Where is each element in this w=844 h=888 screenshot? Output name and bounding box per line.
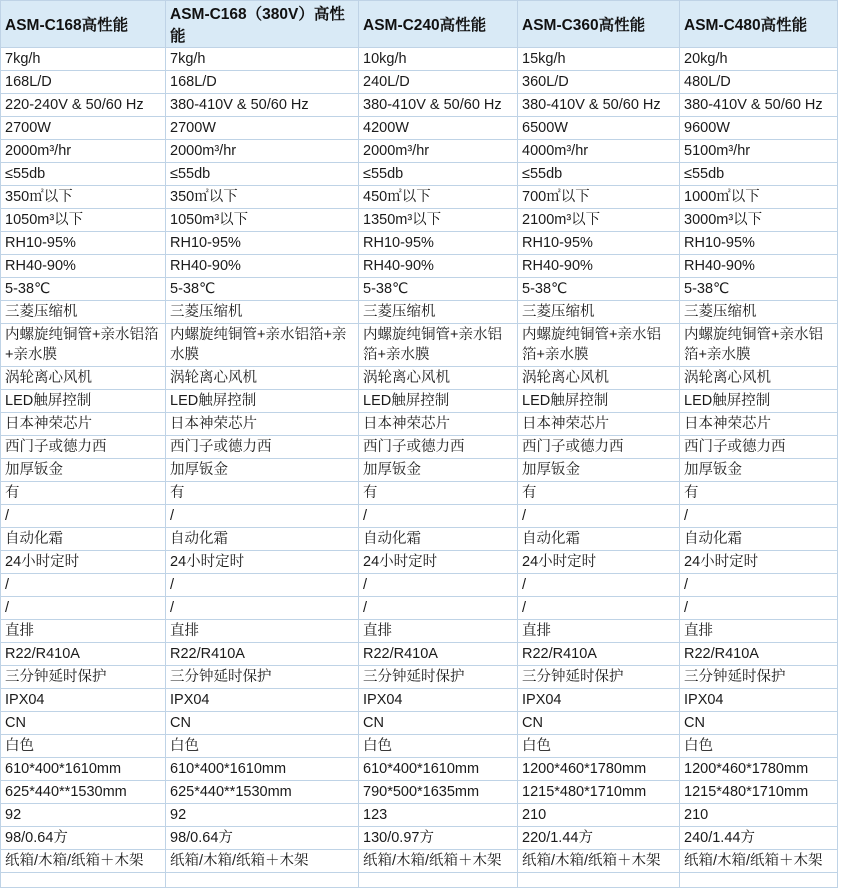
table-cell: 9600W: [680, 117, 838, 140]
table-cell: 6500W: [518, 117, 680, 140]
table-cell: 1050m³以下: [1, 209, 166, 232]
table-cell: 24小时定时: [518, 551, 680, 574]
table-cell: 三菱压缩机: [680, 301, 838, 324]
table-row: [1, 781, 838, 804]
table-cell: 加厚钣金: [1, 459, 166, 482]
table-cell: 2000m³/hr: [166, 140, 359, 163]
table-cell: 三分钟延时保护: [166, 666, 359, 689]
table-cell: 92: [166, 804, 359, 827]
table-cell: /: [518, 574, 680, 597]
table-cell: 1215*480*1710mm: [518, 781, 680, 804]
table-cell: 加厚钣金: [166, 459, 359, 482]
table-cell: 610*400*1610mm: [1, 758, 166, 781]
table-row-partial: [1, 873, 838, 888]
table-cell: CN: [518, 712, 680, 735]
table-cell-empty: [680, 873, 838, 888]
table-cell: 西门子或德力西: [680, 436, 838, 459]
table-cell: 380-410V & 50/60 Hz: [166, 94, 359, 117]
table-row: [1, 324, 838, 367]
table-row: [1, 827, 838, 850]
table-row: [1, 850, 838, 873]
table-cell: 涡轮离心风机: [680, 367, 838, 390]
table-cell: CN: [166, 712, 359, 735]
table-cell: 西门子或德力西: [1, 436, 166, 459]
table-cell: 三菱压缩机: [166, 301, 359, 324]
table-cell: 7kg/h: [166, 48, 359, 71]
table-cell: 3000m³以下: [680, 209, 838, 232]
table-cell: R22/R410A: [166, 643, 359, 666]
table-cell: 直排: [1, 620, 166, 643]
table-cell: RH40-90%: [518, 255, 680, 278]
table-cell: 700㎡以下: [518, 186, 680, 209]
table-cell: /: [1, 597, 166, 620]
table-cell: R22/R410A: [1, 643, 166, 666]
table-cell: 内螺旋纯铜管+亲水铝箔+亲水膜: [680, 324, 838, 367]
table-cell: LED触屏控制: [359, 390, 518, 413]
table-cell: 4200W: [359, 117, 518, 140]
table-cell: 1350m³以下: [359, 209, 518, 232]
table-cell: 350㎡以下: [166, 186, 359, 209]
table-row: [1, 94, 838, 117]
table-row: [1, 390, 838, 413]
table-cell: 10kg/h: [359, 48, 518, 71]
table-cell: 2000m³/hr: [359, 140, 518, 163]
table-cell: 自动化霜: [518, 528, 680, 551]
table-cell: IPX04: [359, 689, 518, 712]
table-cell: 5-38℃: [518, 278, 680, 301]
table-row: [1, 278, 838, 301]
table-cell: 5-38℃: [1, 278, 166, 301]
table-row: [1, 186, 838, 209]
table-cell: 白色: [518, 735, 680, 758]
table-cell: RH10-95%: [166, 232, 359, 255]
table-cell: 自动化霜: [166, 528, 359, 551]
column-header-asm-c168-380v: ASM-C168（380V）高性能: [166, 1, 359, 48]
table-row: [1, 712, 838, 735]
table-row: [1, 758, 838, 781]
column-header-asm-c240: ASM-C240高性能: [359, 1, 518, 48]
table-row: [1, 482, 838, 505]
table-cell: 内螺旋纯铜管+亲水铝箔+亲水膜: [359, 324, 518, 367]
table-cell-empty: [359, 873, 518, 888]
table-cell: /: [359, 505, 518, 528]
table-cell: IPX04: [680, 689, 838, 712]
table-cell: /: [518, 505, 680, 528]
table-cell: 加厚钣金: [518, 459, 680, 482]
table-cell: ≤55db: [166, 163, 359, 186]
table-cell: ≤55db: [1, 163, 166, 186]
table-cell: /: [166, 505, 359, 528]
table-cell: 4000m³/hr: [518, 140, 680, 163]
table-cell: R22/R410A: [518, 643, 680, 666]
table-row: [1, 209, 838, 232]
table-cell: 有: [1, 482, 166, 505]
table-cell: 涡轮离心风机: [1, 367, 166, 390]
table-cell: 涡轮离心风机: [166, 367, 359, 390]
table-cell: 2700W: [1, 117, 166, 140]
table-cell: 610*400*1610mm: [166, 758, 359, 781]
table-cell: LED触屏控制: [166, 390, 359, 413]
table-cell: 纸箱/木箱/纸箱＋木架: [359, 850, 518, 873]
table-cell: /: [1, 574, 166, 597]
table-cell: /: [359, 574, 518, 597]
table-cell: ≤55db: [680, 163, 838, 186]
table-cell: 内螺旋纯铜管+亲水铝箔+亲水膜: [1, 324, 166, 367]
table-cell: LED触屏控制: [518, 390, 680, 413]
table-cell: 直排: [359, 620, 518, 643]
table-cell: 240/1.44方: [680, 827, 838, 850]
table-cell: 三分钟延时保护: [1, 666, 166, 689]
table-cell: 三分钟延时保护: [359, 666, 518, 689]
table-cell: 360L/D: [518, 71, 680, 94]
table-cell: 380-410V & 50/60 Hz: [518, 94, 680, 117]
table-cell: 白色: [359, 735, 518, 758]
table-cell: ≤55db: [359, 163, 518, 186]
table-cell: 内螺旋纯铜管+亲水铝箔+亲水膜: [166, 324, 359, 367]
table-cell: 三菱压缩机: [1, 301, 166, 324]
table-cell: 加厚钣金: [359, 459, 518, 482]
table-cell: 380-410V & 50/60 Hz: [680, 94, 838, 117]
table-cell: 有: [680, 482, 838, 505]
table-cell: RH40-90%: [359, 255, 518, 278]
table-cell: 1215*480*1710mm: [680, 781, 838, 804]
table-cell: /: [166, 574, 359, 597]
table-cell: RH40-90%: [680, 255, 838, 278]
table-cell: 168L/D: [1, 71, 166, 94]
table-cell: 涡轮离心风机: [518, 367, 680, 390]
table-cell: /: [518, 597, 680, 620]
table-cell: 内螺旋纯铜管+亲水铝箔+亲水膜: [518, 324, 680, 367]
table-row: [1, 505, 838, 528]
table-cell: 480L/D: [680, 71, 838, 94]
table-cell: 直排: [518, 620, 680, 643]
table-cell: 24小时定时: [1, 551, 166, 574]
table-cell: 自动化霜: [1, 528, 166, 551]
table-row: [1, 436, 838, 459]
table-cell: 日本神荣芯片: [359, 413, 518, 436]
table-cell: CN: [680, 712, 838, 735]
table-cell: 1200*460*1780mm: [680, 758, 838, 781]
table-cell: 7kg/h: [1, 48, 166, 71]
column-header-asm-c360: ASM-C360高性能: [518, 1, 680, 48]
table-cell: 纸箱/木箱/纸箱＋木架: [1, 850, 166, 873]
table-cell: 5100m³/hr: [680, 140, 838, 163]
table-cell: 涡轮离心风机: [359, 367, 518, 390]
table-cell: 白色: [1, 735, 166, 758]
table-cell: 24小时定时: [359, 551, 518, 574]
column-header-asm-c480: ASM-C480高性能: [680, 1, 838, 48]
table-row: [1, 735, 838, 758]
table-row: [1, 620, 838, 643]
table-cell: 220-240V & 50/60 Hz: [1, 94, 166, 117]
table-row: [1, 367, 838, 390]
table-row: [1, 459, 838, 482]
table-cell: RH40-90%: [1, 255, 166, 278]
table-row: [1, 163, 838, 186]
table-row: [1, 117, 838, 140]
table-row: [1, 140, 838, 163]
table-row: [1, 528, 838, 551]
table-cell: IPX04: [166, 689, 359, 712]
table-cell: 168L/D: [166, 71, 359, 94]
table-cell: 130/0.97方: [359, 827, 518, 850]
table-row: [1, 71, 838, 94]
table-row: [1, 232, 838, 255]
table-cell: 日本神荣芯片: [680, 413, 838, 436]
table-cell: 自动化霜: [359, 528, 518, 551]
table-cell: 2100m³以下: [518, 209, 680, 232]
header-row: [1, 1, 838, 48]
table-cell: /: [166, 597, 359, 620]
table-cell: IPX04: [518, 689, 680, 712]
table-cell: 24小时定时: [166, 551, 359, 574]
table-cell: CN: [359, 712, 518, 735]
table-cell: 1000㎡以下: [680, 186, 838, 209]
column-header-asm-c168: ASM-C168高性能: [1, 1, 166, 48]
table-cell: 98/0.64方: [166, 827, 359, 850]
table-cell: 210: [680, 804, 838, 827]
table-cell: 西门子或德力西: [166, 436, 359, 459]
table-cell: 2700W: [166, 117, 359, 140]
table-cell: RH40-90%: [166, 255, 359, 278]
table-body: [1, 48, 838, 888]
table-cell: 20kg/h: [680, 48, 838, 71]
table-cell: 210: [518, 804, 680, 827]
table-cell: 有: [166, 482, 359, 505]
table-cell: 380-410V & 50/60 Hz: [359, 94, 518, 117]
table-cell: 610*400*1610mm: [359, 758, 518, 781]
table-cell: 三分钟延时保护: [518, 666, 680, 689]
table-cell: 西门子或德力西: [359, 436, 518, 459]
table-cell: 白色: [166, 735, 359, 758]
table-cell: 2000m³/hr: [1, 140, 166, 163]
table-cell: 纸箱/木箱/纸箱＋木架: [166, 850, 359, 873]
table-cell-empty: [518, 873, 680, 888]
table-cell: 1050m³以下: [166, 209, 359, 232]
table-cell: 有: [518, 482, 680, 505]
table-cell: 纸箱/木箱/纸箱＋木架: [518, 850, 680, 873]
table-cell: 220/1.44方: [518, 827, 680, 850]
table-cell: 5-38℃: [166, 278, 359, 301]
table-row: [1, 301, 838, 324]
table-cell: 直排: [166, 620, 359, 643]
table-row: [1, 255, 838, 278]
table-cell: IPX04: [1, 689, 166, 712]
table-cell-empty: [166, 873, 359, 888]
table-cell: CN: [1, 712, 166, 735]
table-cell: 5-38℃: [680, 278, 838, 301]
table-cell-empty: [1, 873, 166, 888]
table-cell: 123: [359, 804, 518, 827]
table-cell: LED触屏控制: [1, 390, 166, 413]
table-cell: 450㎡以下: [359, 186, 518, 209]
table-cell: 350㎡以下: [1, 186, 166, 209]
table-cell: 直排: [680, 620, 838, 643]
table-cell: R22/R410A: [680, 643, 838, 666]
table-row: [1, 689, 838, 712]
table-cell: 日本神荣芯片: [1, 413, 166, 436]
table-cell: /: [680, 574, 838, 597]
table-row: [1, 643, 838, 666]
table-cell: LED触屏控制: [680, 390, 838, 413]
table-row: [1, 48, 838, 71]
table-cell: RH10-95%: [680, 232, 838, 255]
table-cell: /: [1, 505, 166, 528]
table-cell: 日本神荣芯片: [166, 413, 359, 436]
table-cell: 三分钟延时保护: [680, 666, 838, 689]
table-row: [1, 413, 838, 436]
table-cell: 白色: [680, 735, 838, 758]
table-cell: 三菱压缩机: [359, 301, 518, 324]
table-cell: /: [680, 505, 838, 528]
table-cell: 625*440**1530mm: [1, 781, 166, 804]
table-cell: 有: [359, 482, 518, 505]
table-cell: 自动化霜: [680, 528, 838, 551]
table-row: [1, 551, 838, 574]
table-cell: 三菱压缩机: [518, 301, 680, 324]
table-cell: 1200*460*1780mm: [518, 758, 680, 781]
table-cell: 625*440**1530mm: [166, 781, 359, 804]
table-row: [1, 574, 838, 597]
table-cell: 790*500*1635mm: [359, 781, 518, 804]
table-cell: /: [680, 597, 838, 620]
table-cell: R22/R410A: [359, 643, 518, 666]
table-cell: 240L/D: [359, 71, 518, 94]
table-cell: 15kg/h: [518, 48, 680, 71]
table-cell: 24小时定时: [680, 551, 838, 574]
table-cell: RH10-95%: [1, 232, 166, 255]
table-cell: 98/0.64方: [1, 827, 166, 850]
table-cell: 加厚钣金: [680, 459, 838, 482]
table-cell: 5-38℃: [359, 278, 518, 301]
table-cell: ≤55db: [518, 163, 680, 186]
table-cell: 92: [1, 804, 166, 827]
table-cell: RH10-95%: [518, 232, 680, 255]
table-cell: RH10-95%: [359, 232, 518, 255]
table-cell: /: [359, 597, 518, 620]
table-row: [1, 804, 838, 827]
table-row: [1, 597, 838, 620]
table-row: [1, 666, 838, 689]
table-cell: 纸箱/木箱/纸箱＋木架: [680, 850, 838, 873]
table-cell: 西门子或德力西: [518, 436, 680, 459]
table-cell: 日本神荣芯片: [518, 413, 680, 436]
